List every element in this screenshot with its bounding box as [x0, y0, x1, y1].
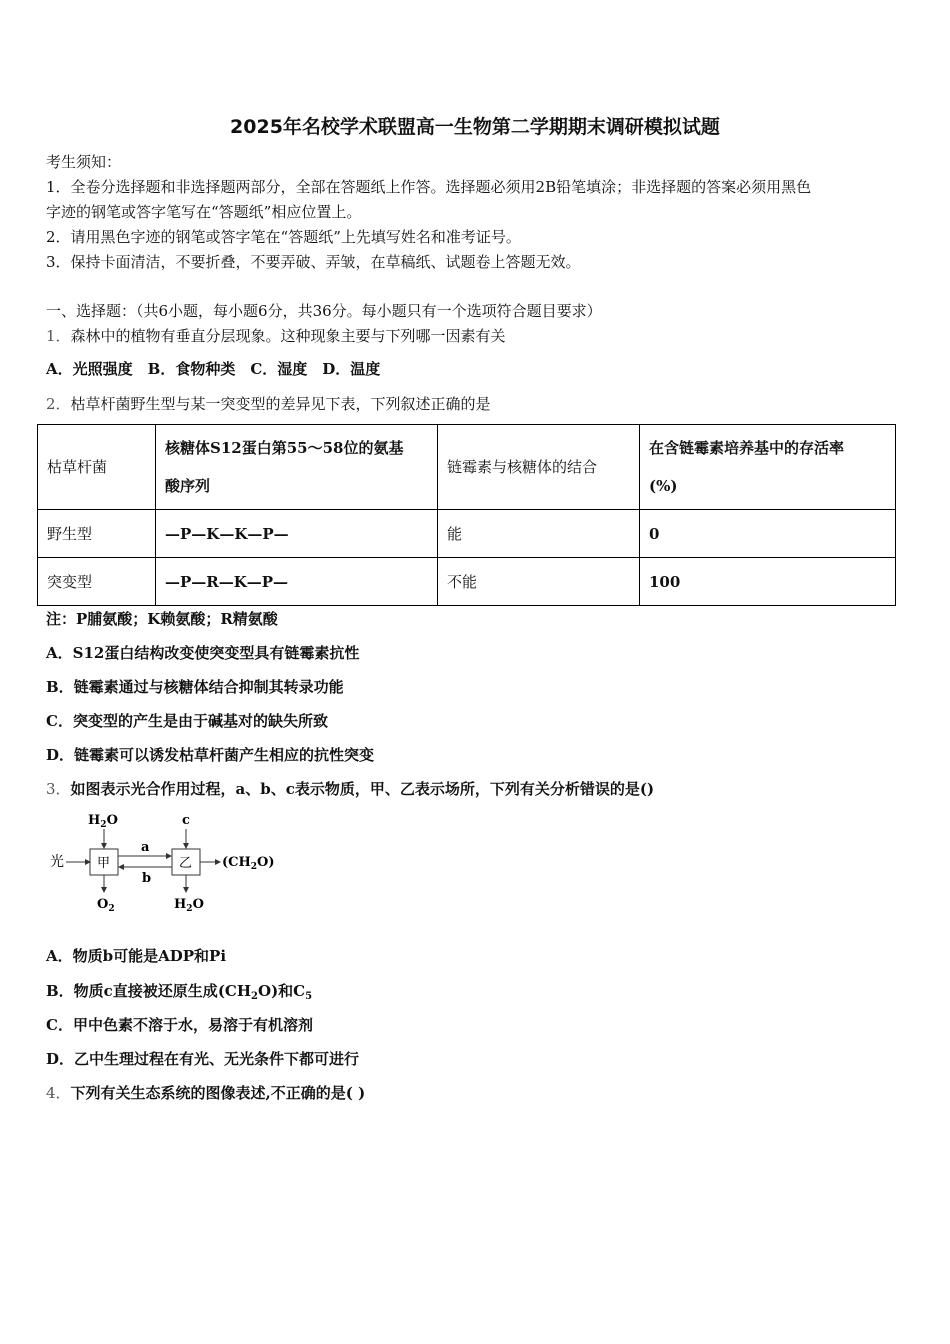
question-2 — [46, 394, 491, 414]
table-cell: —P—R—K—P— — [156, 558, 438, 606]
section-heading: 一、选择题：（共6小题，每小题6分，共36分。每小题只有一个选项符合题目要求） — [46, 302, 602, 320]
option-a: A．物质b可能是ADP和Pi — [46, 947, 227, 965]
box-yi-label: 乙 — [179, 856, 193, 871]
option-b-text: B．物质c直接被还原生成(CH — [46, 982, 252, 1000]
question-stem: 下列有关生态系统的图像表述,不正确的是( ) — [70, 1084, 366, 1102]
c-label: c — [182, 813, 190, 828]
question-3 — [46, 779, 654, 799]
notice-heading: 考生须知： — [46, 153, 122, 171]
table-header-cell: 枯草杆菌 — [38, 425, 156, 510]
option-d: D．链霉素可以诱发枯草杆菌产生相应的抗性突变 — [46, 746, 375, 764]
box-jia-label: 甲 — [97, 856, 111, 871]
header-line: 在含链霉素培养基中的存活率 — [649, 439, 845, 457]
light-label: 光 — [50, 854, 64, 870]
question-stem: 枯草杆菌野生型与某一突变型的差异见下表，下列叙述正确的是 — [70, 395, 491, 413]
b-label: b — [142, 871, 152, 886]
table-cell: 野生型 — [38, 510, 156, 558]
table-header-cell — [640, 425, 896, 510]
water-input-label: $H_2O$ — [88, 813, 118, 830]
notice-item: 3．保持卡面清洁，不要折叠，不要弄破、弄皱，在草稿纸、试题卷上答题无效。 — [46, 253, 581, 271]
table-cell: 不能 — [438, 558, 640, 606]
header-line: 核糖体S12蛋白第55～58位的氨基 — [165, 439, 404, 457]
table-cell: 能 — [438, 510, 640, 558]
table-cell: —P—K—K—P— — [156, 510, 438, 558]
question-1 — [46, 326, 506, 346]
table-cell: 突变型 — [38, 558, 156, 606]
table-note: 注：P脯氨酸；K赖氨酸；R精氨酸 — [46, 610, 278, 628]
subscript: 2 — [251, 991, 258, 1002]
option-b — [46, 981, 312, 1007]
notice-item: 字迹的钢笔或答字笔写在“答题纸”相应位置上。 — [46, 203, 362, 221]
table-row — [38, 558, 896, 606]
question-number: 4． — [46, 1084, 71, 1102]
a-label: a — [141, 840, 150, 855]
table-row — [38, 510, 896, 558]
table-header-cell: 链霉素与核糖体的结合 — [438, 425, 640, 510]
question-number: 3． — [46, 780, 71, 798]
notice-item: 1．全卷分选择题和非选择题两部分，全部在答题纸上作答。选择题必须用2B铅笔填涂；非选择题的答案必须用黑色 — [46, 178, 812, 196]
question-4 — [46, 1083, 365, 1103]
o2-label: $O_2$ — [97, 897, 115, 914]
question-stem: 森林中的植物有垂直分层现象。这种现象主要与下列哪一因素有关 — [70, 327, 506, 345]
option-b-text: O)和C — [258, 982, 306, 1000]
option-c: C．甲中色素不溶于水，易溶于有机溶剂 — [46, 1016, 313, 1034]
table-cell: 100 — [640, 558, 896, 606]
header-line: (%) — [649, 477, 678, 495]
question-stem: 如图表示光合作用过程，a、b、c表示物质，甲、乙表示场所，下列有关分析错误的是() — [70, 780, 655, 798]
option-d: D．乙中生理过程在有光、无光条件下都可进行 — [46, 1050, 360, 1068]
subscript: 5 — [305, 991, 313, 1002]
option-b: B．链霉素通过与核糖体结合抑制其转录功能 — [46, 678, 344, 696]
question-number: 1． — [46, 327, 71, 345]
option-a: A．S12蛋白结构改变使突变型具有链霉素抗性 — [46, 644, 360, 662]
table-header-cell — [156, 425, 438, 510]
photosynthesis-diagram — [46, 808, 296, 918]
option-c: C．突变型的产生是由于碱基对的缺失所致 — [46, 712, 328, 730]
question-1-options: A．光照强度 B．食物种类 C．湿度 D．温度 — [46, 360, 381, 378]
question-number: 2． — [46, 395, 71, 413]
notice-item: 2．请用黑色字迹的钢笔或答字笔在“答题纸”上先填写姓名和准考证号。 — [46, 228, 521, 246]
table-cell: 0 — [640, 510, 896, 558]
header-line: 酸序列 — [165, 477, 211, 495]
water-output-label: $H_2O$ — [174, 897, 204, 914]
table-header-row — [38, 425, 896, 510]
ch2o-label: $(CH_2O)$ — [222, 855, 275, 872]
comparison-table — [37, 424, 896, 606]
page-title: 2025年名校学术联盟高一生物第二学期期末调研模拟试题 — [230, 116, 720, 138]
